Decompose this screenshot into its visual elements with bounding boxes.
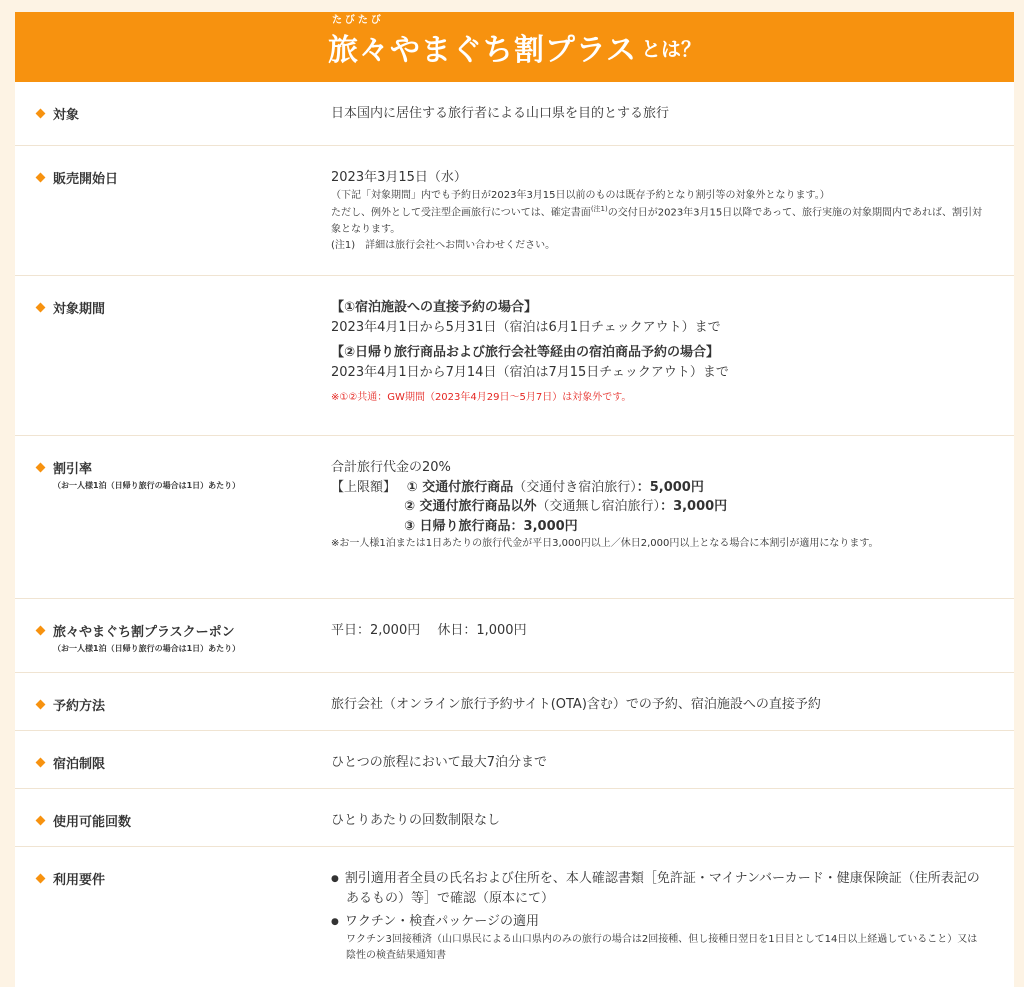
row-value: 日本国内に居住する旅行者による山口県を目的とする旅行 (331, 106, 670, 121)
diamond-icon (36, 758, 46, 768)
row-usage-count (15, 789, 1014, 847)
row-sublabel: （お一人様1泊（日帰り旅行の場合は1日）あたり） (53, 481, 241, 490)
diamond-icon (36, 874, 46, 884)
diamond-icon (36, 626, 46, 636)
page-header (15, 12, 1014, 82)
row-label: 対象 (53, 108, 80, 123)
row-label: 割引率 (53, 462, 93, 477)
sale-start-date: 2023年3月15日（水） (331, 170, 467, 185)
page (15, 12, 1014, 987)
requirement-item-1: ● 割引適用者全員の氏名および住所を、本人確認書類［免許証・マイナンバーカード・健康保険証（住所表記のあるもの）等］で確認（原本にて） (331, 869, 984, 908)
title-suffix: とは？ (641, 36, 702, 61)
row-sale-start (15, 146, 1014, 276)
title-ruby: たびたび (331, 15, 384, 26)
usage-count-value: ひとりあたりの回数制限なし (331, 813, 501, 828)
discount-note: ※お一人様1泊または1日あたりの旅行代金が平日3,000円以上／休日2,000円以上となる場合に本割引が適用になります。 (331, 538, 879, 549)
period-heading-1: 【①宿泊施設への直接予約の場合】 (331, 300, 538, 315)
row-requirements (15, 847, 1014, 987)
row-label: 使用可能回数 (53, 815, 132, 830)
cap-line-1: 【上限額】 ① 交通付旅行商品（交通付き宿泊旅行）：5,000円 (331, 479, 704, 495)
requirement-item-2: ● ワクチン・検査パッケージの適用 (331, 912, 984, 932)
period-text-2: 2023年4月1日から7月14日（宿泊は7月15日チェックアウト）まで (331, 364, 729, 380)
period-heading-2: 【②日帰り旅行商品および旅行会社等経由の宿泊商品予約の場合】 (331, 345, 720, 360)
diamond-icon (36, 700, 46, 710)
diamond-icon (36, 109, 46, 119)
sale-start-exception: ただし、例外として受注型企画旅行については、確定書面$^{(注1)}$の交付日が2023年3月15日以降であって、旅行実施の対象期間内であれば、割引対象となります。 (331, 205, 982, 235)
cap-line-2: ② 交通付旅行商品以外（交通無し宿泊旅行）：3,000円 (404, 499, 728, 514)
row-label: 利用要件 (53, 873, 106, 888)
diamond-icon (36, 816, 46, 826)
discount-rate: 合計旅行代金の20% (331, 460, 451, 475)
row-label: 旅々やまぐち割プラスクーポン (53, 625, 235, 640)
row-label: 予約方法 (53, 699, 106, 714)
row-sublabel: （お一人様1泊（日帰り旅行の場合は1日）あたり） (53, 644, 241, 653)
period-note: ※①②共通：GW期間（2023年4月29日〜5月7日）は対象外です。 (331, 392, 632, 403)
requirement-item-2-note: ワクチン3回接種済（山口県民による山口県内のみの旅行の場合は2回接種、但し接種日翌日を1日目として14日以上経過していること）又は陰性の検査結果通知書 (346, 933, 978, 961)
sale-start-note: （下記「対象期間」内でも予約日が2023年3月15日以前のものは既存予約となり割引等の対象外となります。） (331, 189, 830, 201)
row-label: 宿泊制限 (53, 757, 106, 772)
row-label: 販売開始日 (53, 172, 119, 187)
row-target (15, 82, 1014, 146)
period-text-1: 2023年4月1日から5月31日（宿泊は6月1日チェックアウト）まで (331, 319, 721, 335)
booking-value: 旅行会社（オンライン旅行予約サイト(OTA)含む）での予約、宿泊施設への直接予約 (331, 697, 821, 712)
info-table (15, 82, 1014, 987)
row-stay-limit (15, 731, 1014, 789)
row-discount (15, 436, 1014, 599)
diamond-icon (36, 463, 46, 473)
row-period (15, 276, 1014, 436)
cap-line-3: ③ 日帰り旅行商品：3,000円 (404, 518, 578, 534)
sale-start-footnote: (注1) 詳細は旅行会社へお問い合わせください。 (331, 240, 556, 252)
diamond-icon (36, 303, 46, 313)
coupon-value: 平日：2,000円 休日：1,000円 (331, 623, 527, 638)
row-coupon (15, 599, 1014, 673)
row-label: 対象期間 (53, 302, 106, 317)
row-booking (15, 673, 1014, 731)
title-text: 旅々やまぐち割プラス (327, 33, 638, 68)
page-title (327, 15, 638, 69)
diamond-icon (36, 173, 46, 183)
stay-limit-value: ひとつの旅程において最大7泊分まで (331, 755, 548, 770)
